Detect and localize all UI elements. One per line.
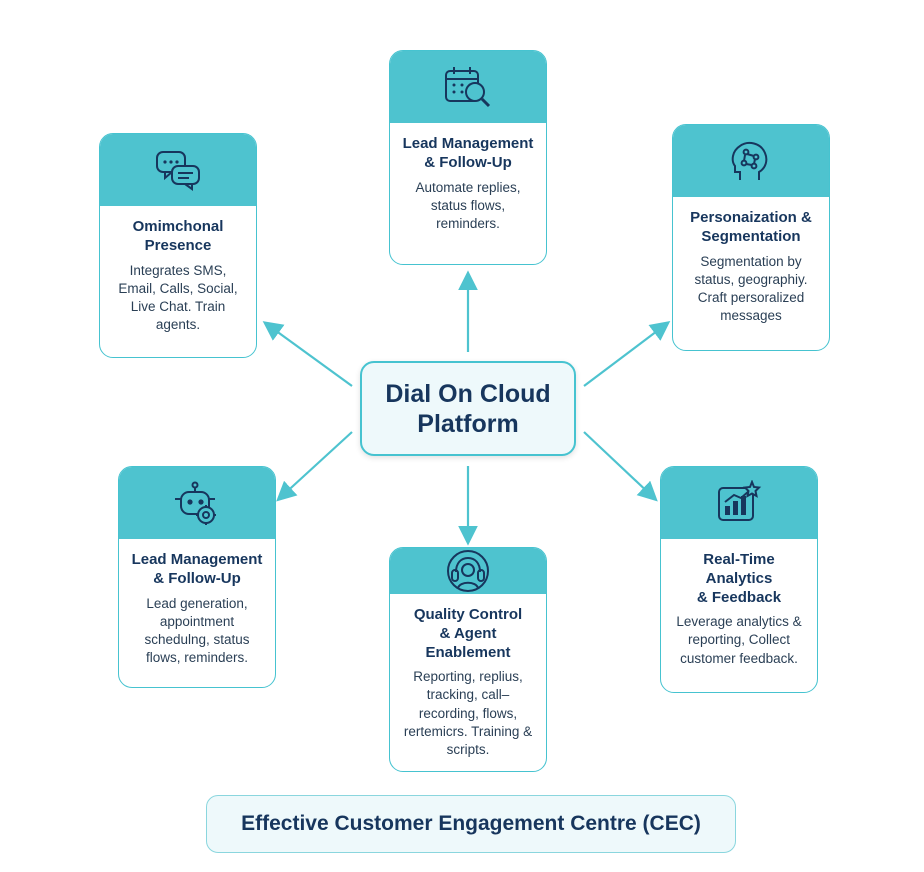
robot-gear-icon: [171, 479, 223, 527]
node-omnichannel-presence[interactable]: [99, 133, 257, 358]
node-title: [129, 551, 265, 589]
node-description: Leverage analytics & reporting, Collect customer feedback.: [676, 614, 802, 666]
node-header: [119, 467, 275, 539]
node-title-line1: Quality Control: [413, 606, 523, 623]
node-title: [110, 218, 246, 256]
node-title-line2: Segmentation: [701, 227, 801, 245]
node-lead-management-follow-up-bottom[interactable]: [118, 466, 276, 688]
node-quality-control-agent-enablement[interactable]: [389, 547, 547, 772]
node-header: [390, 51, 546, 123]
node-title: [671, 551, 807, 607]
node-description: Automate replies, status flows, reminders.: [415, 179, 521, 231]
arrow-center-to-lead-bottom: [281, 432, 352, 497]
node-description: Segmentation by status, geographiy. Craft persoralized messages: [694, 253, 808, 324]
node-title: [683, 209, 819, 247]
node-title-line2: & Follow-Up: [153, 569, 241, 587]
node-body: [119, 539, 275, 687]
headset-agent-icon: [444, 548, 492, 594]
node-body: [390, 123, 546, 264]
calendar-search-icon: [442, 64, 494, 110]
node-title-line2: Presence: [144, 236, 212, 254]
center-node-label-line2: Platform: [417, 409, 519, 438]
node-body: [673, 197, 829, 350]
head-network-icon: [726, 138, 776, 184]
node-title-line1: Omimchonal: [132, 218, 224, 235]
node-title-line1: Personaization &: [690, 209, 812, 226]
footer-banner-label: Effective Customer Engagement Centre (CEC): [241, 812, 701, 835]
node-real-time-analytics-feedback[interactable]: [660, 466, 818, 693]
arrow-center-to-omnichannel: [268, 325, 352, 386]
node-body: [390, 594, 546, 771]
node-description: Integrates SMS, Email, Calls, Social, Live Chat. Train agents.: [118, 262, 238, 333]
node-title-line2: & Agent Enablement: [425, 624, 511, 661]
node-body: [100, 206, 256, 357]
center-node-label: [385, 379, 550, 439]
node-header: [661, 467, 817, 539]
center-node-label-line1: Dial On Cloud: [385, 379, 551, 408]
arrow-center-to-analytics: [584, 432, 653, 497]
center-node-dial-on-cloud-platform[interactable]: [360, 361, 576, 456]
node-title-line1: Lead Management: [131, 551, 263, 568]
node-header: [673, 125, 829, 197]
node-title-line2: & Follow-Up: [424, 153, 512, 171]
bar-chart-star-icon: [714, 480, 764, 526]
node-title-line1: Lead Management: [402, 135, 534, 152]
footer-banner: [206, 795, 736, 853]
chat-bubbles-icon: [152, 148, 204, 192]
node-lead-management-follow-up-top[interactable]: [389, 50, 547, 265]
node-title-line1: Real-Time Analytics: [703, 551, 775, 587]
arrow-center-to-personalization: [584, 325, 665, 386]
node-description: Lead generation, appointment schedulng, status flows, reminders.: [144, 595, 250, 666]
node-description: Reporting, replius, tracking, call–recording, flows, rertemicrs. Training & scripts.: [403, 669, 533, 758]
node-title-line2: & Feedback: [696, 588, 782, 606]
node-title: [400, 135, 536, 173]
node-body: [661, 539, 817, 692]
node-header: [100, 134, 256, 206]
node-personalization-segmentation[interactable]: [672, 124, 830, 351]
node-title: [400, 606, 536, 662]
node-header: [390, 548, 546, 594]
